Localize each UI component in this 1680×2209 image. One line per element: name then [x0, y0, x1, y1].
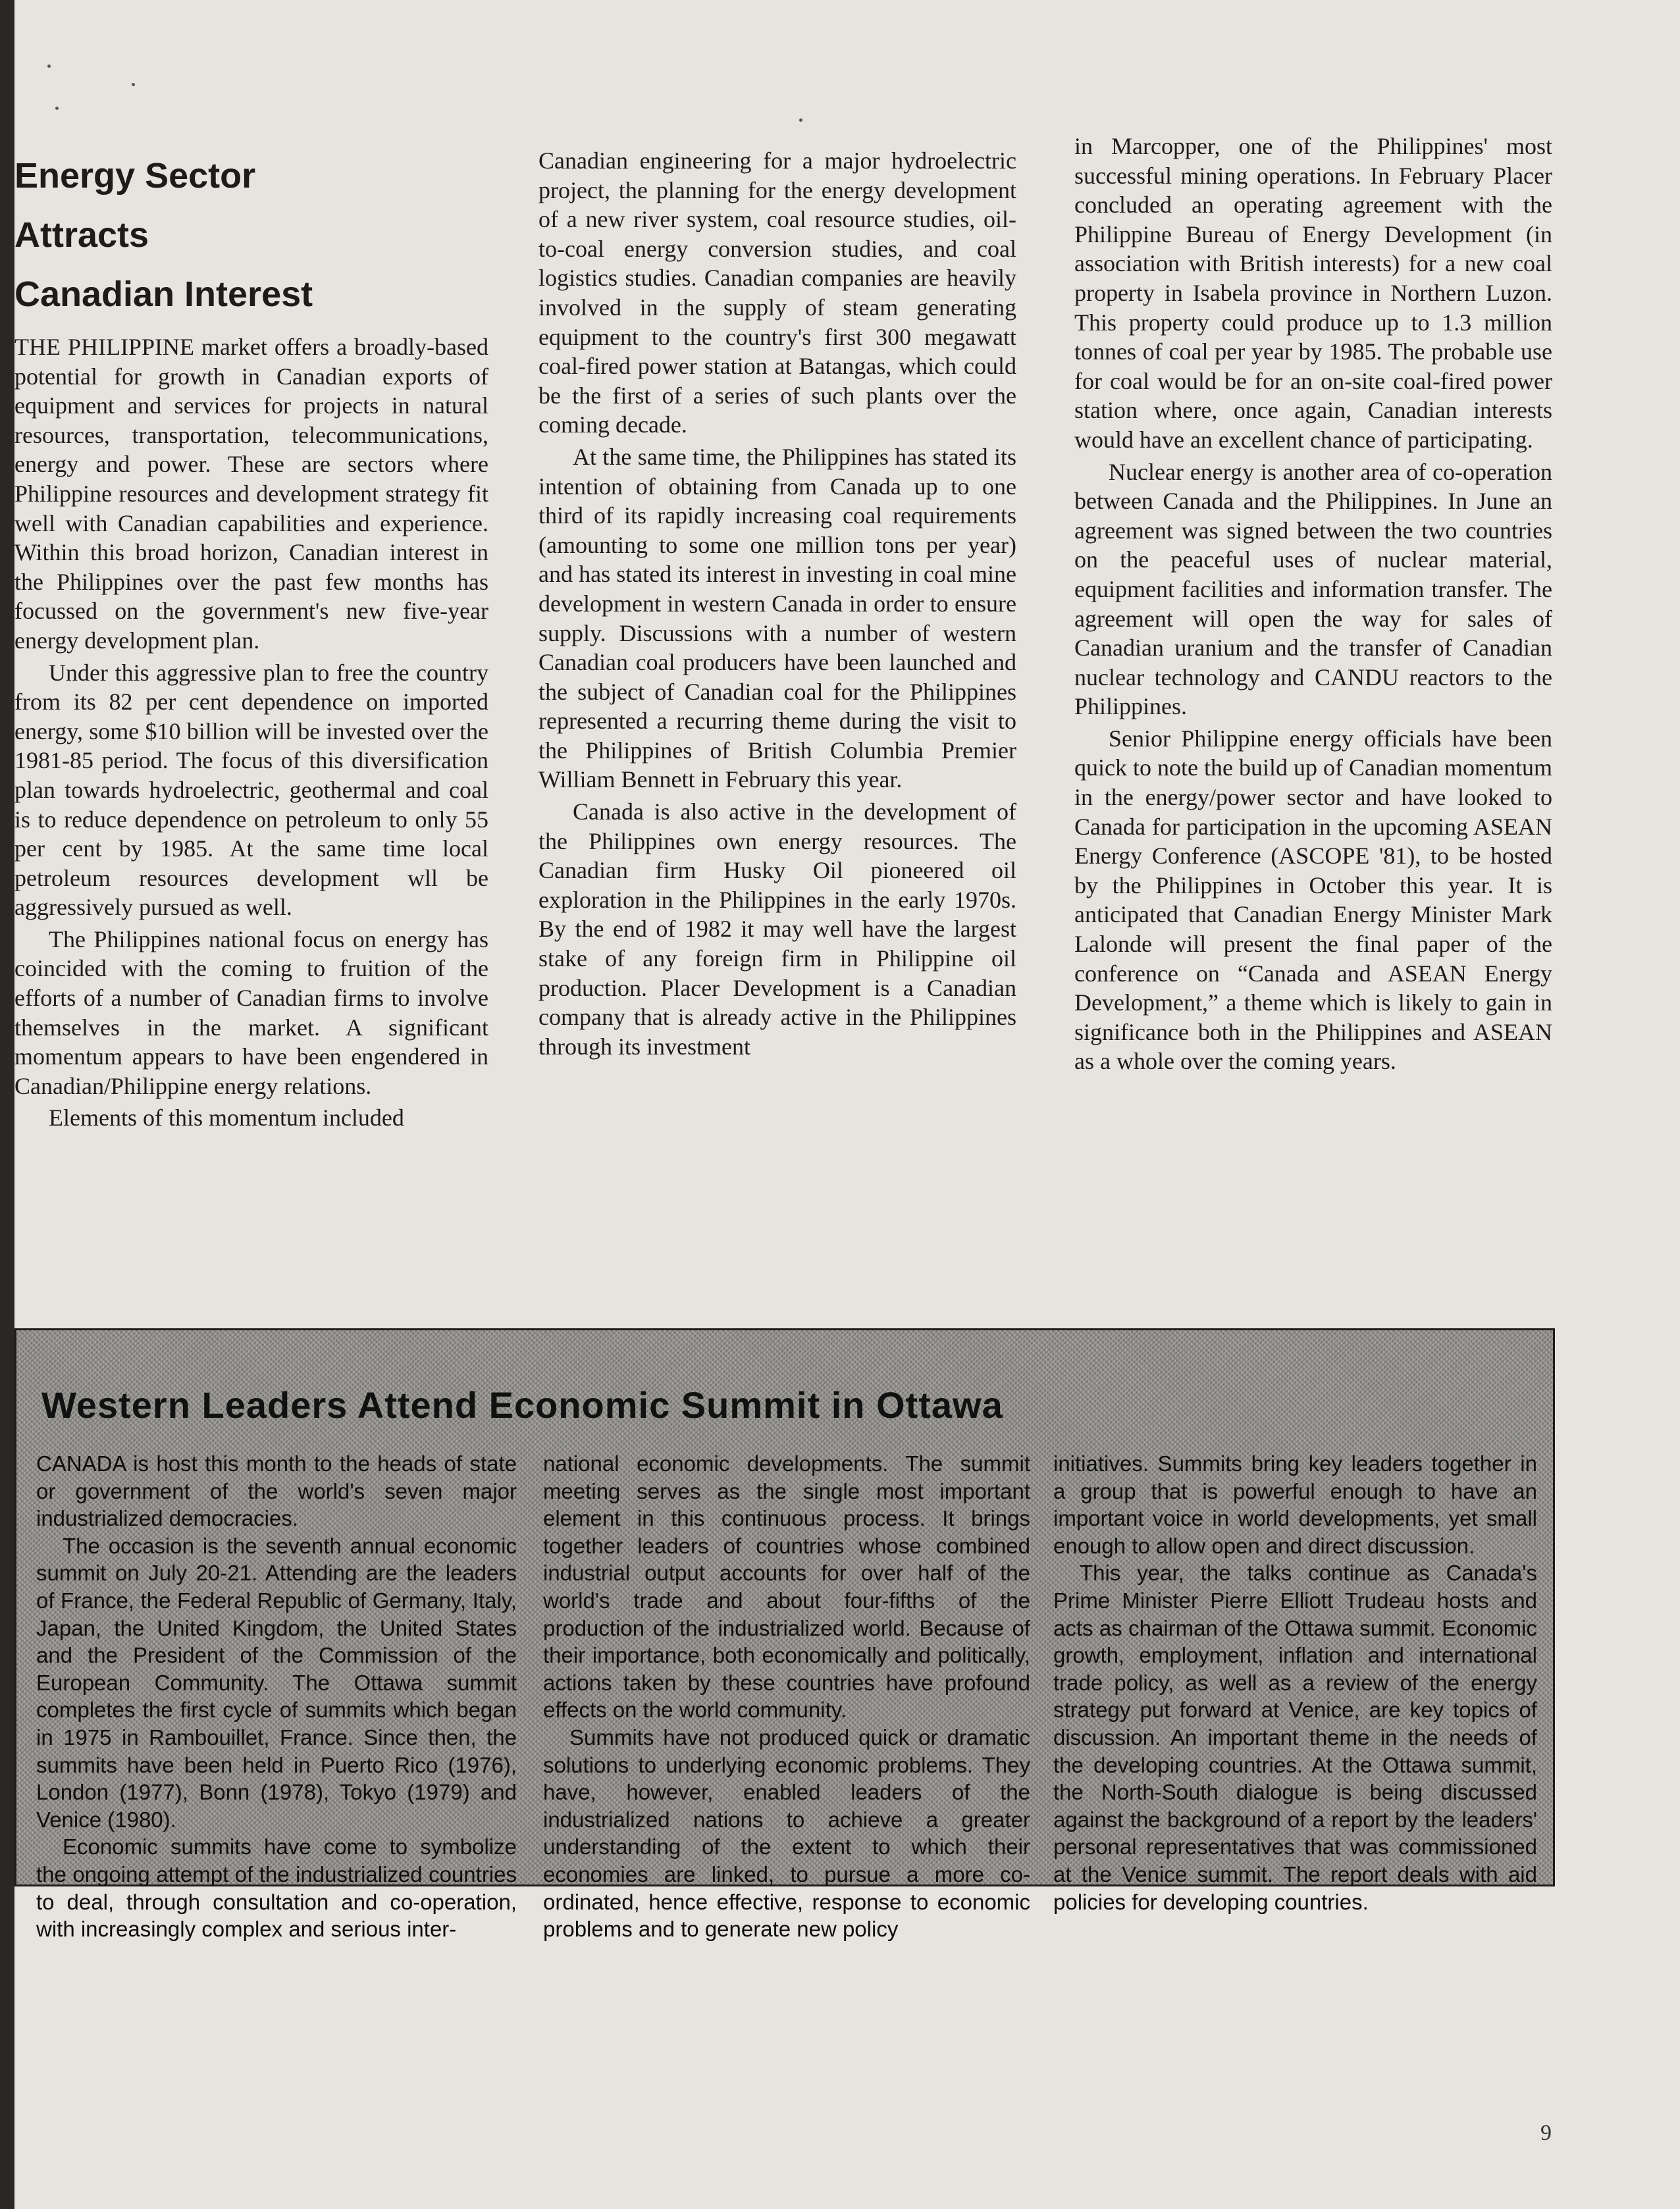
paragraph: national economic developments. The summit meeting serves as the single most important element in this continuous process. It brings together leaders of countries whose combined industrial output accounts for over half of the world's trade and about four-fifths of the production of the industrialized world. Because of their importance, both economically and politically, actions taken by these countries have profound effects on the world community.: [543, 1451, 1030, 1723]
page-number: 9: [1540, 2121, 1552, 2145]
paragraph: Canada is also active in the development of the Philippines own energy resources. The Canadian firm Husky Oil pioneered oil exploration in the Philippines in the early 1970s. By the end of 1982 it may well have the largest stake of any foreign firm in Philippine oil production. Placer Development is a Canadian company that is already active in the Philippines through its investment: [538, 798, 1016, 1060]
binding-edge: [0, 0, 14, 2209]
paragraph: The Philippines national focus on energy has coincided with the coming to fruition of the efforts of a number of Canadian firms to involve themselves in the market. A significant momentum appears to have been engendered in Canadian/Philippine energy relations.: [14, 925, 488, 1099]
sidebar-column-2: [543, 1450, 1030, 1943]
article-headline: [14, 146, 409, 324]
paragraph: At the same time, the Philippines has stated its intention of obtaining from Canada up to one third of its rapidly increasing coal requirements (amounting to some one million tons per year) and has stated its interest in investing in coal mine development in western Canada in order to ensure supply. Discussions with a number of western Canadian coal producers have been launched and the subject of Canadian coal for the Philippines represented a recurring theme during the visit to the Philippines of British Columbia Premier William Bennett in February this year.: [538, 443, 1016, 793]
paragraph: Under this aggressive plan to free the country from its 82 per cent dependence on imported energy, some $10 billion will be invested over the 1981-85 period. The focus of this diversification plan towards hydroelectric, geothermal and coal is to reduce dependence on petroleum to only 55 per cent by 1985. At the same time local petroleum resources development wll be aggressively pursued as well.: [14, 659, 488, 921]
sidebar-column-3: [1053, 1450, 1537, 1915]
paragraph: Summits have not produced quick or dramatic solutions to underlying economic problems. They have, however, enabled leaders of the industrialized nations to achieve a greater understanding of the extent to which their economies are linked, to pursue a more co-ordinated, hence effective, response to economic problems and to generate new policy: [543, 1725, 1030, 1942]
article-column-3: [1074, 132, 1552, 1079]
paragraph: Elements of this momentum included: [49, 1104, 404, 1131]
paragraph: Canadian engineering for a major hydroelectric project, the planning for the energy development of a new river system, coal resource studies, oil-to-coal energy conversion studies, and coal logistics studies. Canadian companies are heavily involved in the supply of steam generating equipment to the country's first 300 megawatt coal-fired power station at Batangas, which could be the first of a series of such plants over the coming decade.: [538, 147, 1016, 438]
headline-line: Canadian Interest: [14, 274, 313, 314]
paragraph: Nuclear energy is another area of co-operation between Canada and the Philippines. In June an agreement was signed between the two countries on the peaceful uses of nuclear material, equipment facilities and information transfer. The agreement will open the way for sales of Canadian uranium and the transfer of Canadian nuclear technology and CANDU reactors to the Philippines.: [1074, 458, 1552, 720]
article-column-2: [538, 146, 1016, 1064]
paragraph: THE PHILIPPINE market offers a broadly-based potential for growth in Canadian exports of equipment and services for projects in natural resources, transportation, telecommunications, energy and power. These are sectors where Philippine resources and development strategy fit well with Canadian capabilities and experience. Within this broad horizon, Canadian interest in the Philippines over the past few months has focussed on the government's new five-year energy development plan.: [14, 334, 488, 654]
paragraph: CANADA is host this month to the heads of state or government of the world's seven major industrialized democracies.: [36, 1451, 517, 1531]
paragraph: initiatives. Summits bring key leaders together in a group that is powerful enough to have an important voice in world developments, yet small enough to allow open and direct discussion.: [1053, 1451, 1537, 1558]
paragraph: The occasion is the seventh annual economic summit on July 20-21. Attending are the leaders of France, the Federal Republic of Germany, Italy, Japan, the United Kingdom, the United States and the President of the Commission of the European Community. The Ottawa summit completes the first cycle of summits which began in 1975 in Rambouillet, France. Since then, the summits have been held in Puerto Rico (1976), London (1977), Bonn (1978), Tokyo (1979) and Venice (1980).: [36, 1533, 517, 1832]
scan-speck: [47, 65, 51, 68]
paragraph: This year, the talks continue as Canada's Prime Minister Pierre Elliott Trudeau hosts and acts as chairman of the Ottawa summit. Economic growth, employment, inflation and international trade policy, as well as a review of the energy strategy put forward at Venice, are key topics of discussion. An important theme in the needs of the developing countries. At the Ottawa summit, the North-South dialogue is being discussed against the background of a report by the leaders' personal representatives that was commissioned at the Venice summit. The report deals with aid policies for developing countries.: [1053, 1561, 1537, 1914]
sidebar-title: Western Leaders Attend Economic Summit in Ottawa: [41, 1384, 1003, 1426]
summit-sidebar-box: [14, 1328, 1555, 1942]
scan-speck: [55, 107, 59, 110]
scan-speck: [132, 83, 135, 86]
scan-speck: [799, 118, 802, 122]
headline-line: Energy Sector: [14, 156, 256, 195]
article-column-1: [14, 332, 488, 1135]
paragraph: Economic summits have come to symbolize the ongoing attempt of the industrialized countries to deal, through consultation and co-operation, with increasingly complex and serious inter-: [36, 1834, 517, 1942]
headline-line: Attracts: [14, 215, 149, 255]
sidebar-column-1: [36, 1450, 517, 1943]
paragraph: in Marcopper, one of the Philippines' most successful mining operations. In February Placer concluded an operating agreement with the Philippine Bureau of Energy Development (in association with British interests) for a new coal property in Isabela province in Northern Luzon. This property could produce up to 1.3 million tonnes of coal per year by 1985. The probable use for coal would be for an on-site coal-fired power station where, once again, Canadian interests would have an excellent chance of participating.: [1074, 133, 1552, 453]
paragraph: Senior Philippine energy officials have been quick to note the build up of Canadian momentum in the energy/power sector and have looked to Canada for participation in the upcoming ASEAN Energy Conference (ASCOPE '81), to be hosted by the Philippines in October this year. It is anticipated that Canadian Energy Minister Mark Lalonde will present the final paper of the conference on “Canada and ASEAN Energy Development,” a theme which is likely to gain in significance both in the Philippines and ASEAN as a whole over the coming years.: [1074, 725, 1552, 1075]
